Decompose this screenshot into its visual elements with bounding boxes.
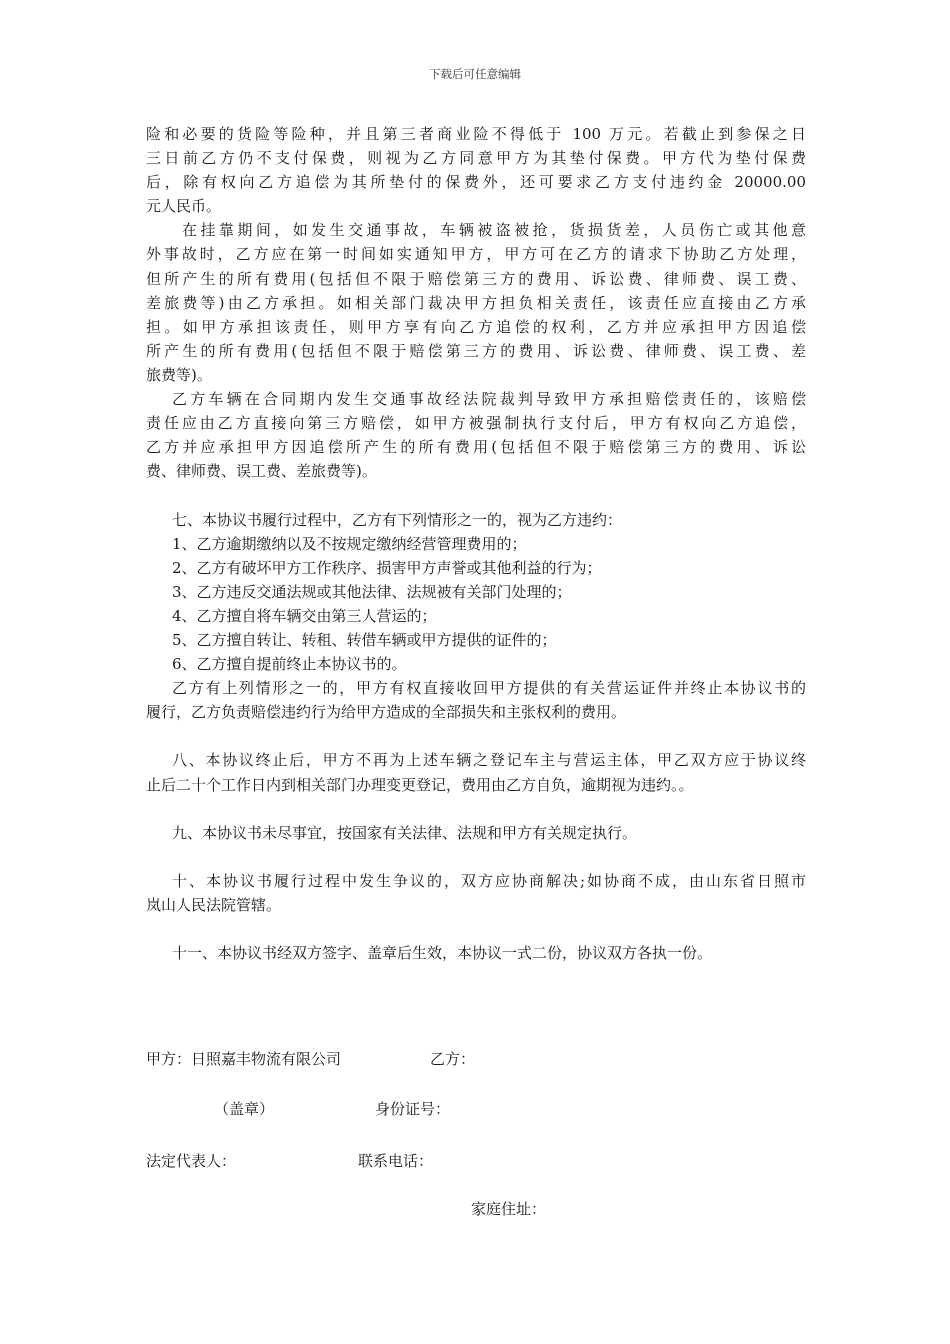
text-line: 十、本协议书履行过程中发生争议的，双方应协商解决;如协商不成，由山东省日照市 (172, 871, 806, 890)
seal-label: （盖章） (214, 1100, 275, 1118)
phone-label: 联系电话： (358, 1152, 434, 1170)
paragraph-insurance (146, 122, 806, 218)
text-line: 在挂靠期间，如发生交通事故，车辆被盗被抢，货损货差，人员伤亡或其他意 (182, 221, 806, 240)
section-11: 十一、本协议书经双方签字、盖章后生效，本协议一式二份，协议双方各执一份。 (172, 944, 713, 963)
text-line: 所产生的所有费用(包括但不限于赔偿第三方的费用、诉讼费、律师费、误工费、差 (146, 341, 806, 360)
section-8 (146, 748, 806, 796)
paragraph-accident (146, 218, 806, 387)
section-7 (146, 508, 806, 725)
list-item: 5、乙方擅自转让、转租、转借车辆或甲方提供的证件的； (172, 630, 557, 649)
section-9: 九、本协议书未尽事宜，按国家有关法律、法规和甲方有关规定执行。 (172, 823, 638, 842)
text-line: 旅费等)。 (146, 365, 212, 384)
text-line: 八、本协议终止后，甲方不再为上述车辆之登记车主与营运主体，甲乙双方应于协议终 (172, 751, 806, 770)
list-item: 6、乙方擅自提前终止本协议书的。 (172, 655, 407, 674)
text-line: 乙方有上列情形之一的，甲方有权直接收回甲方提供的有关营运证件并终止本协议书的 (172, 679, 806, 698)
text-line: 后，除有权向乙方追偿为其所垫付的保费外，还可要求乙方支付违约金 20000.00 (146, 173, 806, 192)
paragraph-court (146, 387, 806, 483)
text-line: 责任应由乙方直接向第三方赔偿，如甲方被强制执行支付后，甲方有权向乙方追偿， (146, 414, 806, 433)
text-line: 三日前乙方仍不支付保费，则视为乙方同意甲方为其垫付保费。甲方代为垫付保费 (146, 149, 806, 168)
party-a-label: 甲方：日照嘉丰物流有限公司 (146, 1050, 342, 1068)
page-header: 下载后可任意编辑 (429, 67, 521, 81)
list-item: 1、乙方逾期缴纳以及不按规定缴纳经营管理费用的； (172, 534, 527, 553)
address-label: 家庭住址： (471, 1200, 547, 1218)
text-line: 乙方车辆在合同期内发生交通事故经法院裁判导致甲方承担赔偿责任的，该赔偿 (172, 390, 806, 409)
text-line: 元人民币。 (146, 197, 222, 216)
list-item: 2、乙方有破坏甲方工作秩序、损害甲方声誉或其他利益的行为； (172, 558, 602, 577)
party-b-label: 乙方： (430, 1050, 476, 1068)
text-line: 乙方并应承担甲方因追偿所产生的所有费用(包括但不限于赔偿第三方的费用、诉讼 (146, 438, 806, 457)
document-body (146, 122, 806, 965)
id-number-label: 身份证号： (375, 1100, 451, 1118)
text-line: 外事故时，乙方应在第一时间如实通知甲方，甲方可在乙方的请求下协助乙方处理， (146, 245, 806, 264)
text-line: 险和必要的货险等险种，并且第三者商业险不得低于 100 万元。若截止到参保之日 (146, 125, 806, 143)
text-line: 履行，乙方负责赔偿违约行为给甲方造成的全部损失和主张权利的费用。 (146, 703, 627, 722)
text-line: 止后二十个工作日内到相关部门办理变更登记，费用由乙方自负，逾期视为违约。。 (146, 775, 694, 794)
legal-rep-label: 法定代表人： (146, 1152, 237, 1170)
text-line: 费、律师费、误工费、差旅费等)。 (146, 462, 377, 481)
list-item: 4、乙方擅自将车辆交由第三人营运的； (172, 606, 437, 625)
list-item: 3、乙方违反交通法规或其他法律、法规被有关部门处理的； (172, 582, 572, 601)
section-10 (146, 869, 806, 917)
section-7-title: 七、本协议书履行过程中，乙方有下列情形之一的，视为乙方违约： (172, 510, 623, 529)
text-line: 岚山人民法院管辖。 (146, 896, 282, 914)
text-line: 担。如甲方承担该责任，则甲方享有向乙方追偿的权利，乙方并应承担甲方因追偿 (146, 317, 806, 336)
text-line: 差旅费等)由乙方承担。如相关部门裁决甲方担负相关责任，该责任应直接由乙方承 (146, 293, 806, 312)
text-line: 但所产生的所有费用(包括但不限于赔偿第三方的费用、诉讼费、律师费、误工费、 (146, 269, 806, 288)
